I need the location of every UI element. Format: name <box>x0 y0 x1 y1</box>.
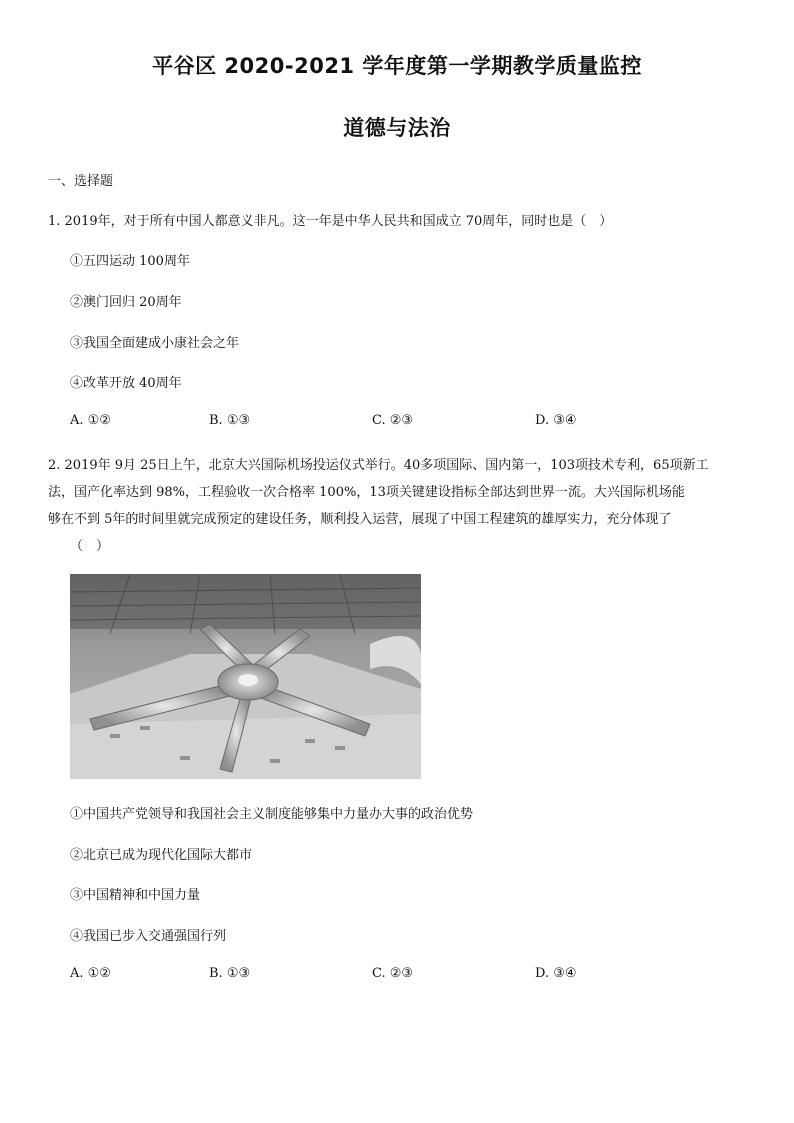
question-2-choice-d: D. ③④ <box>535 966 577 981</box>
question-1-item-2: ②澳门回归 20周年 <box>70 295 182 310</box>
question-2-item-3: ③中国精神和中国力量 <box>70 888 201 903</box>
question-2-item-4: ④我国已步入交通强国行列 <box>70 929 227 944</box>
question-2-choice-b: B. ①③ <box>209 966 251 981</box>
question-1-item-1: ①五四运动 100周年 <box>70 254 190 269</box>
question-2-stem-line-4: （ ） <box>70 539 110 554</box>
question-1-choice-d: D. ③④ <box>535 413 577 428</box>
question-2-item-2: ②北京已成为现代化国际大都市 <box>70 848 253 863</box>
question-1-item-4: ④改革开放 40周年 <box>70 376 182 391</box>
airport-photo <box>70 574 421 779</box>
question-2-item-1: ①中国共产党领导和我国社会主义制度能够集中力量办大事的政治优势 <box>70 807 474 822</box>
question-2-choice-c: C. ②③ <box>372 966 414 981</box>
section-heading: 一、选择题 <box>48 174 114 189</box>
question-1-choice-c: C. ②③ <box>372 413 414 428</box>
question-2-stem-line-3: 够在不到 5年的时间里就完成预定的建设任务，顺利投入运营，展现了中国工程建筑的雄厚实力，充分体现了 <box>48 512 672 527</box>
question-2-stem-line-1: 2. 2019年 9月 25日上午，北京大兴国际机场投运仪式举行。40多项国际、国内第一，103项技术专利，65项新工 <box>48 458 709 473</box>
subject-title: 道德与法治 <box>343 116 451 140</box>
question-1-stem: 1. 2019年，对于所有中国人都意义非凡。这一年是中华人民共和国成立 70周年，同时也是（ ） <box>48 214 613 229</box>
question-1-choice-b: B. ①③ <box>209 413 251 428</box>
question-1-item-3: ③我国全面建成小康社会之年 <box>70 336 240 351</box>
page-title: 平谷区 2020-2021 学年度第一学期教学质量监控 <box>152 54 642 78</box>
question-2-choice-a: A. ①② <box>70 966 111 981</box>
question-2-stem-line-2: 法，国产化率达到 98%，工程验收一次合格率 100%，13项关键建设指标全部达到世界一流。大兴国际机场能 <box>48 485 685 500</box>
question-1-choice-a: A. ①② <box>70 413 111 428</box>
